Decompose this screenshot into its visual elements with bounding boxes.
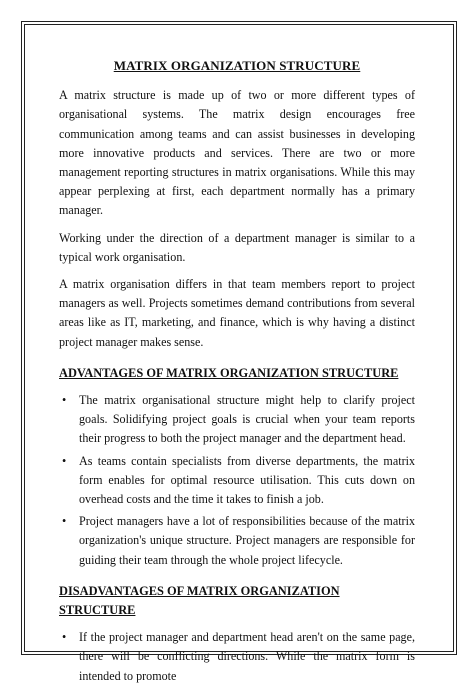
- intro-paragraph-2: Working under the direction of a department manager is similar to a typical work organisation.: [59, 230, 415, 264]
- disadvantages-heading: DISADVANTAGES OF MATRIX ORGANIZATION STRUCTURE: [59, 583, 340, 618]
- bullet-icon: •: [62, 514, 67, 529]
- bullet-icon: •: [62, 393, 67, 408]
- list-item: [59, 452, 415, 510]
- advantage-text: Project managers have a lot of responsibilities because of the matrix organization's unique structure. Project managers are responsible for guiding their team through the whole project lifecycle.: [79, 514, 415, 567]
- bullet-icon: •: [62, 630, 67, 645]
- advantages-heading: ADVANTAGES OF MATRIX ORGANIZATION STRUCTURE: [59, 365, 399, 380]
- list-item: [59, 391, 415, 449]
- document-title: MATRIX ORGANIZATION STRUCTURE: [113, 58, 361, 73]
- list-item: [59, 512, 415, 570]
- intro-paragraph-1: A matrix structure is made up of two or more different types of organisational systems. The matrix design encourages free communication among teams and can assist businesses in developing more innovative products and services. There are two or more management reporting structures in matrix organisations. While this may appear perplexing at first, each department normally has a primary manager.: [59, 88, 415, 218]
- advantages-list: [59, 391, 415, 570]
- advantage-text: As teams contain specialists from diverse departments, the matrix form enables for optimal resource utilisation. This cuts down on overhead costs and the time it takes to finish a job.: [79, 453, 415, 507]
- document-content: [59, 56, 415, 689]
- advantage-text: The matrix organisational structure might help to clarify project goals. Solidifying project goals is crucial when your team reports their progress to both the project manager and the department head.: [79, 393, 415, 446]
- disadvantage-text: If the project manager and department head aren't on the same page, there will be conflicting directions. While the matrix form is intended to promote: [79, 630, 415, 683]
- list-item: [59, 628, 415, 686]
- disadvantages-list: [59, 628, 415, 686]
- bullet-icon: •: [62, 453, 67, 468]
- intro-paragraph-3: A matrix organisation differs in that team members report to project managers as well. Projects sometimes demand contributions from several areas like as IT, marketing, and finance, which is why having a distinct project manager makes sense.: [59, 277, 415, 349]
